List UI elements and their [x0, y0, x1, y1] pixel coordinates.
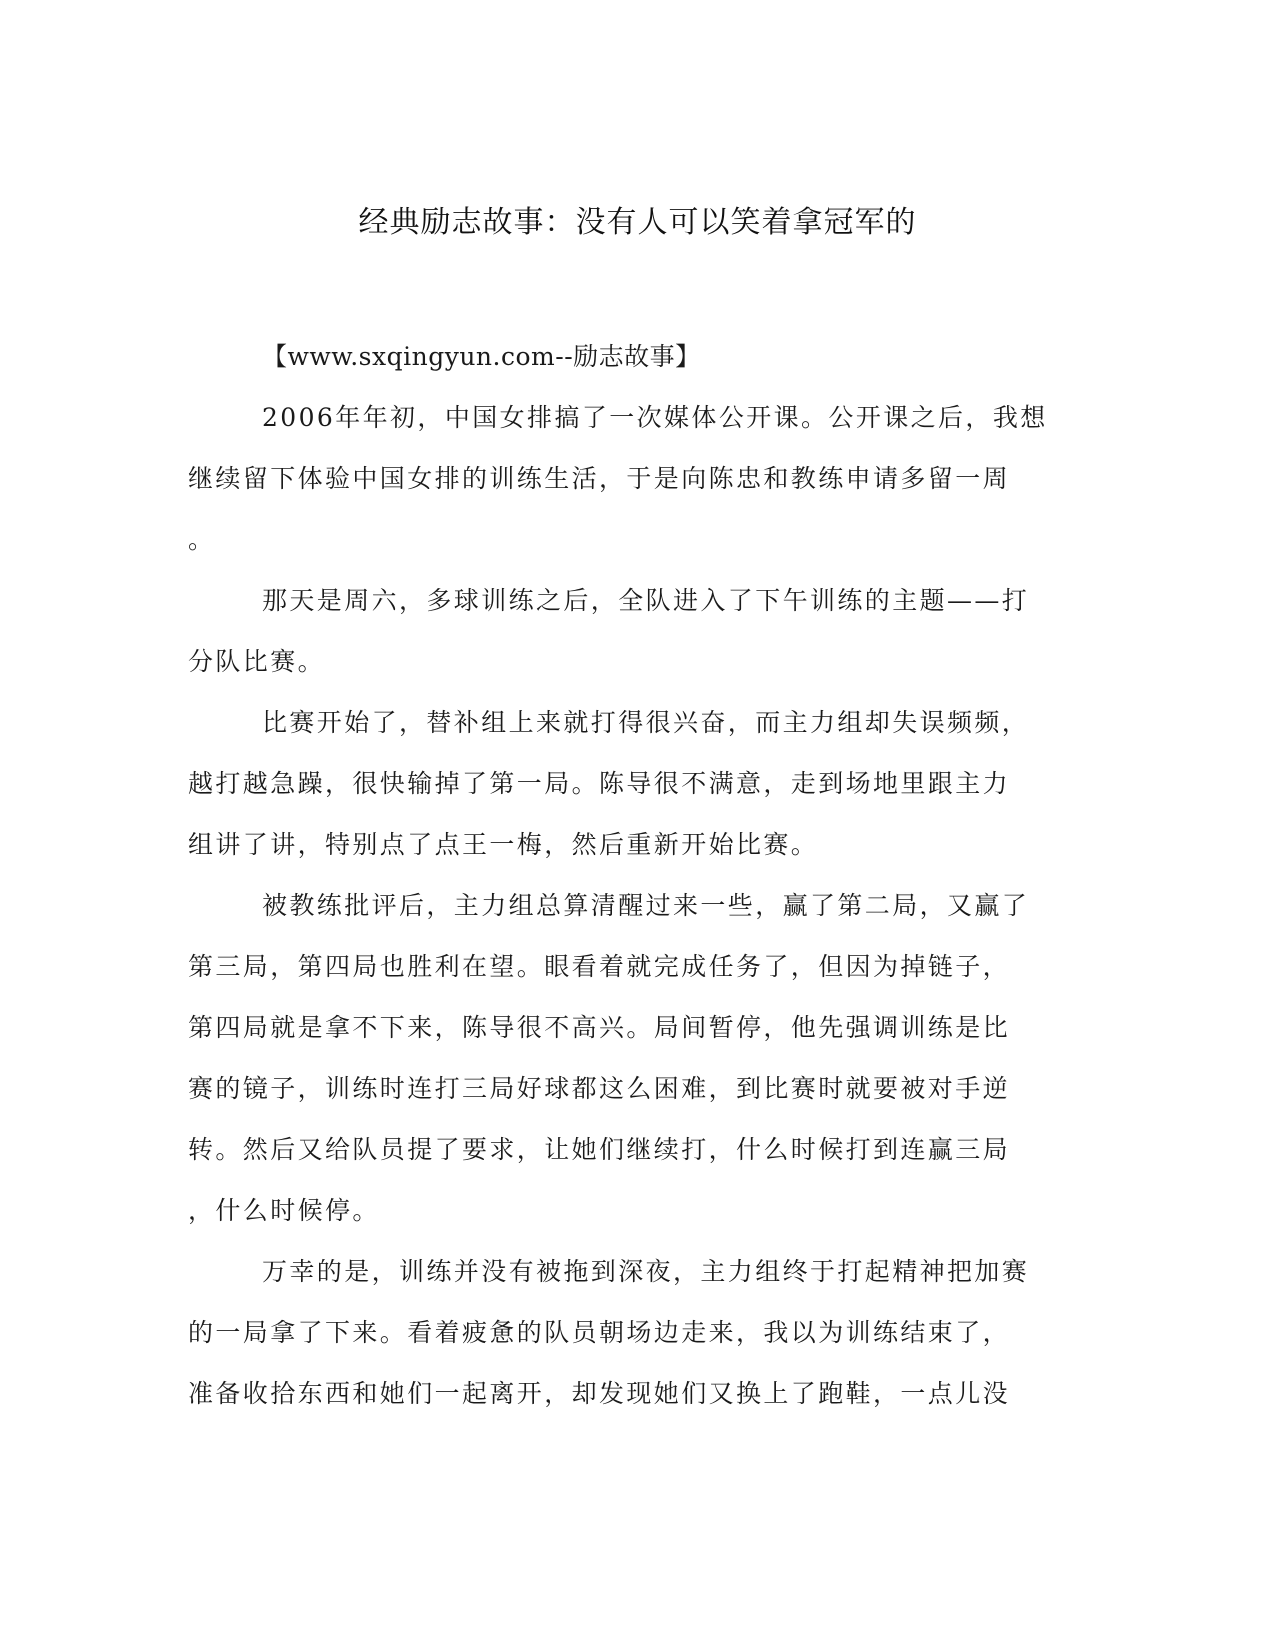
text-line: 转。然后又给队员提了要求，让她们继续打，什么时候打到连赢三局: [188, 1135, 1011, 1164]
text-line: 第四局就是拿不下来，陈导很不高兴。局间暂停，他先强调训练是比: [188, 1013, 1011, 1042]
text-line: ，什么时候停。: [188, 1196, 380, 1225]
text-line: 比赛开始了，替补组上来就打得很兴奋，而主力组却失误频频，: [262, 708, 1030, 737]
text-line: 越打越急躁，很快输掉了第一局。陈导很不满意，走到场地里跟主力: [188, 769, 1011, 798]
document-title: 经典励志故事：没有人可以笑着拿冠军的: [358, 205, 917, 240]
text-line: 2006年年初，中国女排搞了一次媒体公开课。公开课之后，我想: [262, 403, 1048, 432]
text-line: 继续留下体验中国女排的训练生活，于是向陈忠和教练申请多留一周: [188, 464, 1011, 493]
text-line: 万幸的是，训练并没有被拖到深夜，主力组终于打起精神把加赛: [262, 1257, 1030, 1286]
text-line: 。: [188, 525, 216, 554]
text-line: 被教练批评后，主力组总算清醒过来一些，赢了第二局，又赢了: [262, 891, 1030, 920]
text-line: 组讲了讲，特别点了点王一梅，然后重新开始比赛。: [188, 830, 819, 859]
source-line: 【www.sxqingyun.com--励志故事】: [262, 342, 701, 371]
text-line: 赛的镜子，训练时连打三局好球都这么困难，到比赛时就要被对手逆: [188, 1074, 1011, 1103]
text-line: 第三局，第四局也胜利在望。眼看着就完成任务了，但因为掉链子，: [188, 952, 1011, 981]
document-body: [188, 326, 1078, 1424]
text-line: 的一局拿了下来。看着疲惫的队员朝场边走来，我以为训练结束了，: [188, 1318, 1011, 1347]
text-line: 准备收拾东西和她们一起离开，却发现她们又换上了跑鞋，一点儿没: [188, 1379, 1011, 1408]
text-line: 那天是周六，多球训练之后，全队进入了下午训练的主题——打: [262, 586, 1030, 615]
text-line: 分队比赛。: [188, 647, 326, 676]
